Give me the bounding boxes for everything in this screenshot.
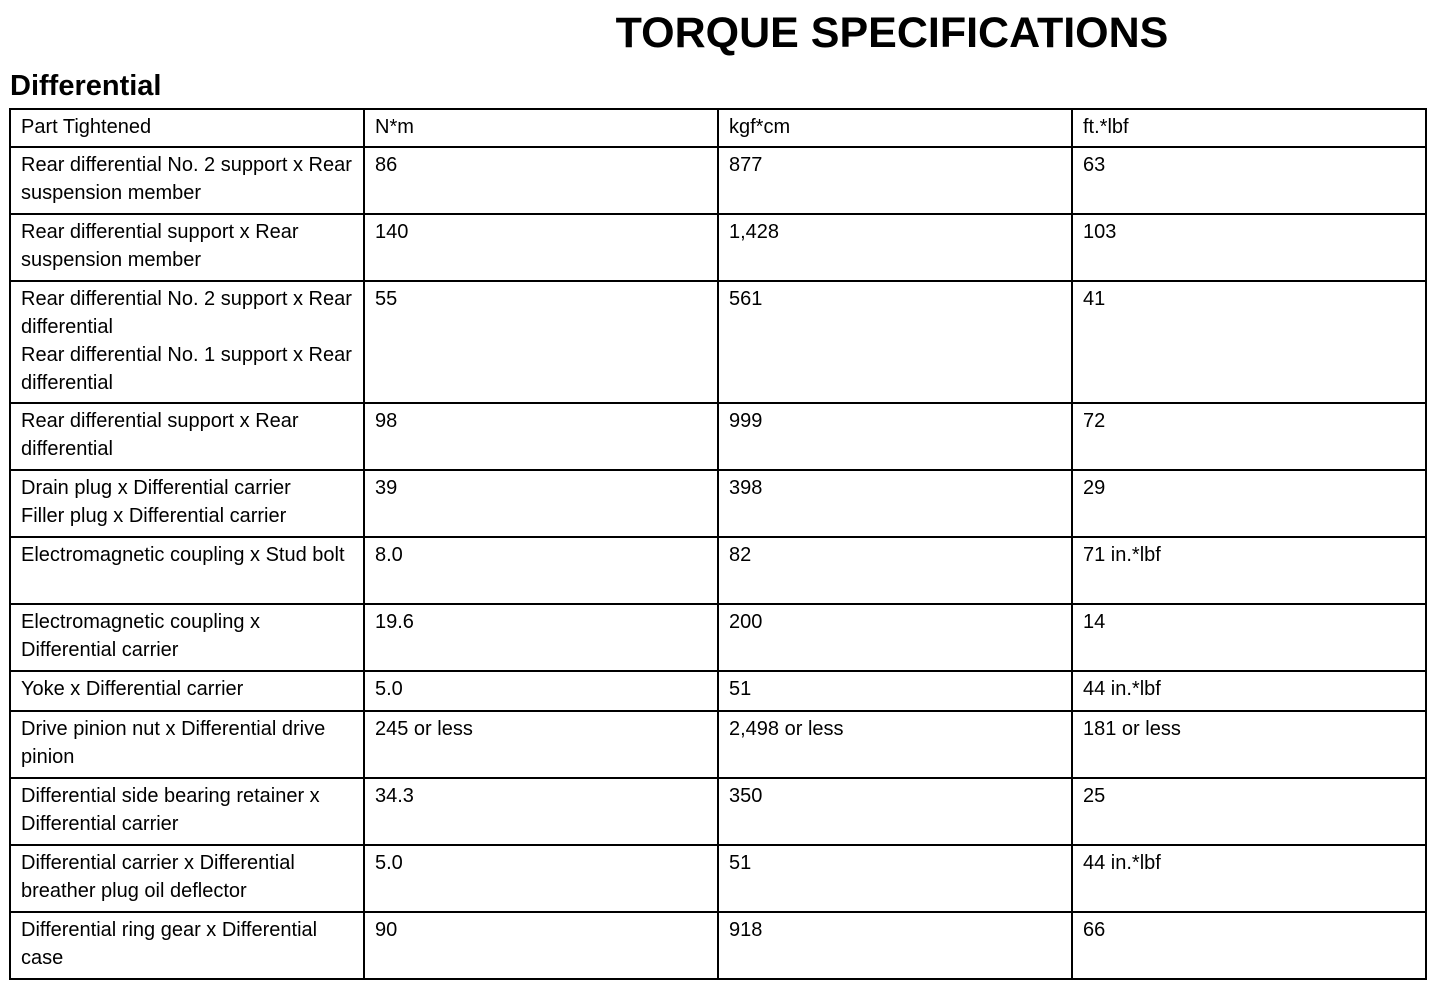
header-part-tightened: Part Tightened [10,109,364,147]
part-name: Electromagnetic coupling x Stud bolt [21,544,345,566]
table-row [10,470,1426,537]
ft-lbf-cell: 41 [1072,281,1426,403]
part-name: Drive pinion nut x Differential drive pinion [21,718,326,768]
part-name: Yoke x Differential carrier [21,678,244,700]
part-name: Rear differential No. 2 support x Rear differential [21,288,352,338]
part-cell [10,711,364,778]
table-row [10,845,1426,912]
ft-lbf-cell: 181 or less [1072,711,1426,778]
part-cell [10,281,364,403]
section-title: Differential [10,70,162,102]
torque-spec-table-body [10,109,1426,979]
part-name: Differential ring gear x Differential case [21,919,318,969]
part-cell [10,537,364,604]
part-cell [10,604,364,671]
table-row [10,912,1426,979]
nm-cell: 8.0 [364,537,718,604]
part-name: Differential carrier x Differential breather plug oil deflector [21,852,295,902]
torque-spec-table [9,108,1427,980]
nm-cell: 86 [364,147,718,214]
nm-cell: 140 [364,214,718,281]
part-name: Rear differential No. 1 support x Rear differential [21,344,352,394]
part-name: Rear differential No. 2 support x Rear suspension member [21,154,352,204]
table-row [10,711,1426,778]
kgf-cm-cell: 999 [718,403,1072,470]
kgf-cm-cell: 51 [718,845,1072,912]
ft-lbf-cell: 63 [1072,147,1426,214]
nm-cell: 245 or less [364,711,718,778]
part-name: Electromagnetic coupling x Differential carrier [21,611,261,661]
ft-lbf-cell: 44 in.*lbf [1072,845,1426,912]
kgf-cm-cell: 1,428 [718,214,1072,281]
ft-lbf-cell: 66 [1072,912,1426,979]
kgf-cm-cell: 2,498 or less [718,711,1072,778]
kgf-cm-cell: 200 [718,604,1072,671]
part-cell [10,778,364,845]
table-row [10,403,1426,470]
part-cell [10,470,364,537]
ft-lbf-cell: 14 [1072,604,1426,671]
kgf-cm-cell: 918 [718,912,1072,979]
part-cell [10,147,364,214]
part-cell [10,214,364,281]
header-ft-lbf: ft.*lbf [1072,109,1426,147]
nm-cell: 55 [364,281,718,403]
part-cell [10,403,364,470]
ft-lbf-cell: 103 [1072,214,1426,281]
ft-lbf-cell: 25 [1072,778,1426,845]
header-nm: N*m [364,109,718,147]
kgf-cm-cell: 350 [718,778,1072,845]
part-name: Rear differential support x Rear suspension member [21,221,299,271]
part-name: Drain plug x Differential carrier [21,477,291,499]
table-header-row [10,109,1426,147]
table-row [10,604,1426,671]
ft-lbf-cell: 71 in.*lbf [1072,537,1426,604]
ft-lbf-cell: 44 in.*lbf [1072,671,1426,711]
part-name: Filler plug x Differential carrier [21,505,287,527]
table-row [10,214,1426,281]
part-cell [10,912,364,979]
part-name: Differential side bearing retainer x Differential carrier [21,785,320,835]
part-name: Rear differential support x Rear differential [21,410,299,460]
kgf-cm-cell: 561 [718,281,1072,403]
nm-cell: 19.6 [364,604,718,671]
nm-cell: 90 [364,912,718,979]
table-row [10,147,1426,214]
nm-cell: 5.0 [364,845,718,912]
part-cell [10,845,364,912]
kgf-cm-cell: 877 [718,147,1072,214]
table-row [10,537,1426,604]
table-row [10,281,1426,403]
kgf-cm-cell: 398 [718,470,1072,537]
header-kgf-cm: kgf*cm [718,109,1072,147]
nm-cell: 5.0 [364,671,718,711]
kgf-cm-cell: 51 [718,671,1072,711]
nm-cell: 39 [364,470,718,537]
table-row [10,778,1426,845]
part-cell [10,671,364,711]
ft-lbf-cell: 72 [1072,403,1426,470]
kgf-cm-cell: 82 [718,537,1072,604]
nm-cell: 98 [364,403,718,470]
ft-lbf-cell: 29 [1072,470,1426,537]
nm-cell: 34.3 [364,778,718,845]
table-row [10,671,1426,711]
page-title: TORQUE SPECIFICATIONS [615,9,1169,57]
